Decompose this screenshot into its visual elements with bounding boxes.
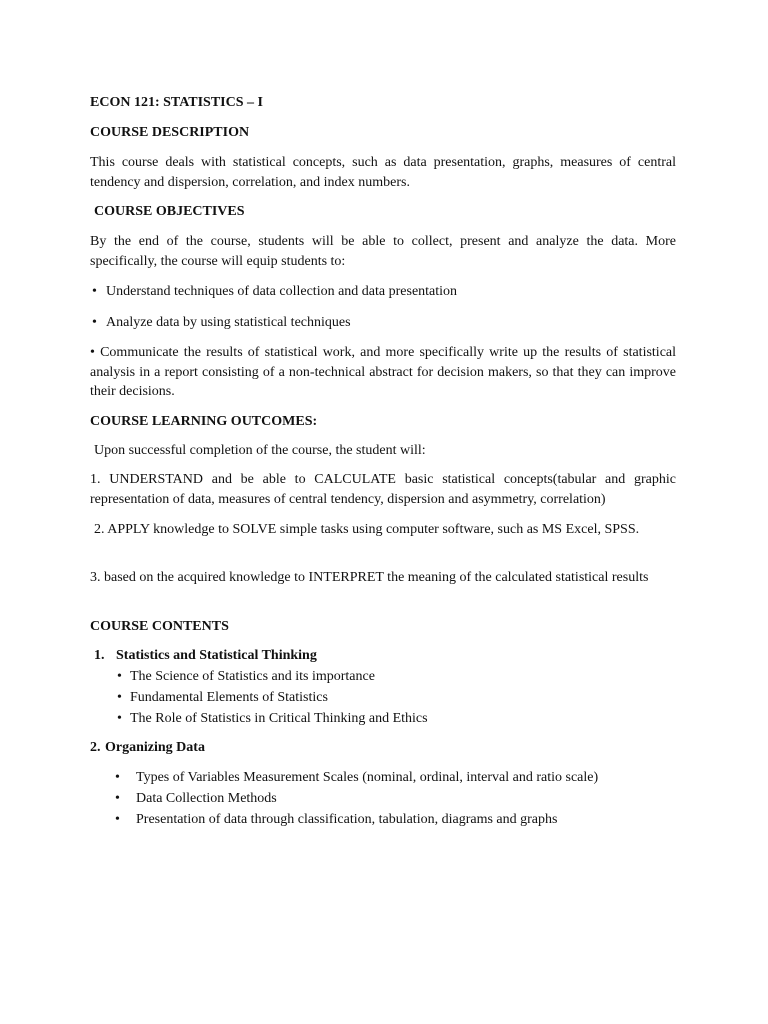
- section-number: 1.: [94, 648, 105, 663]
- bullet-icon: •: [90, 345, 95, 360]
- content-item: Data Collection Methods: [136, 791, 277, 806]
- contents-heading: COURSE CONTENTS: [90, 619, 229, 634]
- objectives-intro: By the end of the course, students will be able to collect, present and analyze the data. More specifically, the course will equip students to:: [90, 234, 676, 269]
- content-item: Presentation of data through classification, tabulation, diagrams and graphs: [136, 812, 558, 827]
- outcomes-intro: Upon successful completion of the course, the student will:: [94, 443, 426, 458]
- bullet-icon: •: [92, 315, 97, 330]
- course-title: ECON 121: STATISTICS – I: [90, 95, 263, 110]
- outcomes-heading: COURSE LEARNING OUTCOMES:: [90, 414, 318, 429]
- bullet-icon: •: [117, 690, 122, 705]
- bullet-icon: •: [117, 669, 122, 684]
- bullet-icon: •: [115, 791, 120, 806]
- outcome-item: 1. UNDERSTAND and be able to CALCULATE basic statistical concepts(tabular and graphic representation of data, measures of central tendency, dispersion and asymmetry, correlation): [90, 472, 676, 507]
- description-text: This course deals with statistical concepts, such as data presentation, graphs, measures of central tendency and dispersion, correlation, and index numbers.: [90, 155, 676, 190]
- content-item: Fundamental Elements of Statistics: [130, 690, 328, 705]
- content-item: The Science of Statistics and its importance: [130, 669, 375, 684]
- bullet-icon: •: [117, 711, 122, 726]
- section-number: 2.: [90, 740, 101, 755]
- bullet-icon: •: [115, 770, 120, 785]
- objective-item-communicate: [90, 343, 676, 402]
- content-item: The Role of Statistics in Critical Thinking and Ethics: [130, 711, 428, 726]
- outcome-item: 2. APPLY knowledge to SOLVE simple tasks using computer software, such as MS Excel, SPSS.: [94, 522, 640, 537]
- objective-item: Analyze data by using statistical techniques: [106, 315, 351, 330]
- bullet-icon: •: [115, 812, 120, 827]
- objectives-heading: COURSE OBJECTIVES: [94, 204, 245, 219]
- objective-item-text: Communicate the results of statistical work, and more specifically write up the results of statistical analysis in a report consisting of a non-technical abstract for decision makers, so that they can improve their decisions.: [90, 345, 677, 399]
- content-item: Types of Variables Measurement Scales (nominal, ordinal, interval and ratio scale): [136, 770, 599, 785]
- outcome-item: 3. based on the acquired knowledge to INTERPRET the meaning of the calculated statistical results: [90, 570, 649, 585]
- section-title: Statistics and Statistical Thinking: [116, 648, 317, 663]
- bullet-icon: •: [92, 284, 97, 299]
- objective-item: Understand techniques of data collection and data presentation: [106, 284, 458, 299]
- section-title: Organizing Data: [105, 740, 205, 755]
- description-heading: COURSE DESCRIPTION: [90, 125, 250, 140]
